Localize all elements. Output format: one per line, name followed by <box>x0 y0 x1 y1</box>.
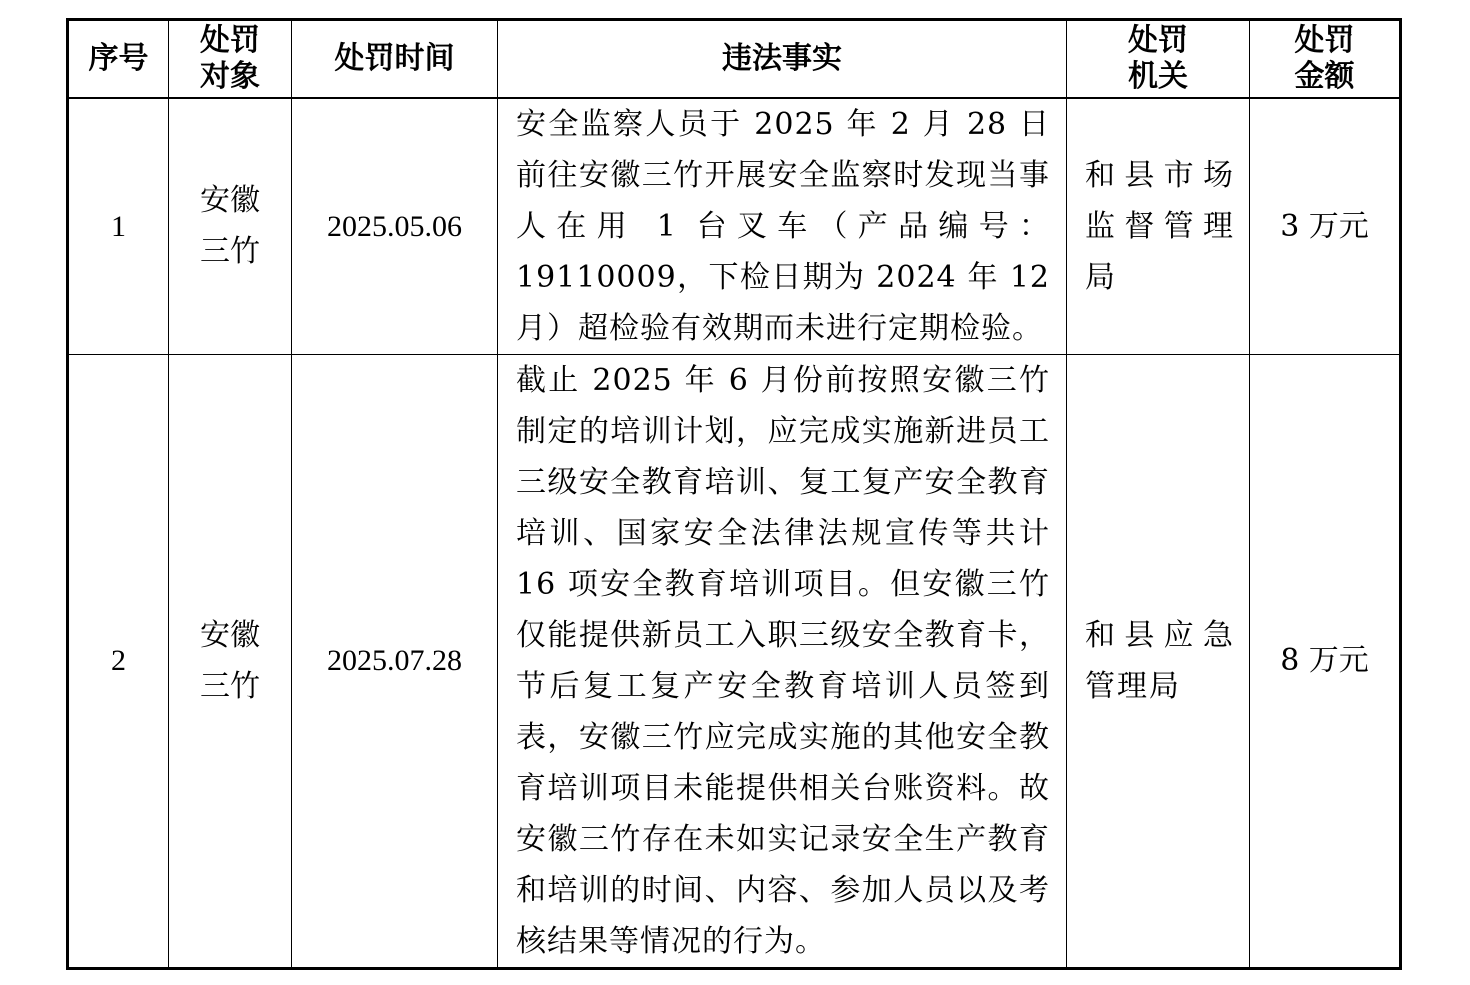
row-facts: 截止 2025 年 6 月份前按照安徽三竹制定的培训计划，应完成实施新进员工三级安全教育培训、复工复产安全教育培训、国家安全法律法规宣传等共计 16 项安全教育培训项目。但安徽三竹仅能提供新员工入职三级安全教育卡，节后复工复产安全教育培训人员签到表，安徽三竹应完成实施的其他安全教育培训项目未能提供相关台账资料。故安徽三竹存在未如实记录安全生产教育和培训的时间、内容、参加人员以及考核结果等情况的行为。 <box>498 354 1067 968</box>
table-row <box>68 354 1401 968</box>
row-date: 2025.05.06 <box>292 98 498 355</box>
row-amount: 8 万元 <box>1250 354 1401 968</box>
header-facts: 违法事实 <box>498 20 1067 98</box>
row-index: 2 <box>68 354 169 968</box>
header-index: 序号 <box>68 20 169 98</box>
row-authority: 和县应急管理局 <box>1067 354 1250 968</box>
row-authority: 和县市场监督管理局 <box>1067 98 1250 355</box>
penalty-table <box>66 18 1402 970</box>
row-subject: 安徽三竹 <box>169 354 292 968</box>
row-amount: 3 万元 <box>1250 98 1401 355</box>
header-amount: 处罚金额 <box>1250 20 1401 98</box>
header-row <box>68 20 1401 98</box>
header-subject: 处罚对象 <box>169 20 292 98</box>
row-subject: 安徽三竹 <box>169 98 292 355</box>
table-row <box>68 98 1401 355</box>
row-index: 1 <box>68 98 169 355</box>
row-date: 2025.07.28 <box>292 354 498 968</box>
header-date: 处罚时间 <box>292 20 498 98</box>
header-authority: 处罚机关 <box>1067 20 1250 98</box>
row-facts: 安全监察人员于 2025 年 2 月 28 日前往安徽三竹开展安全监察时发现当事人在用 1 台叉车（产品编号：19110009，下检日期为 2024 年 12 月）超检验有效期而未进行定期检验。 <box>498 98 1067 355</box>
